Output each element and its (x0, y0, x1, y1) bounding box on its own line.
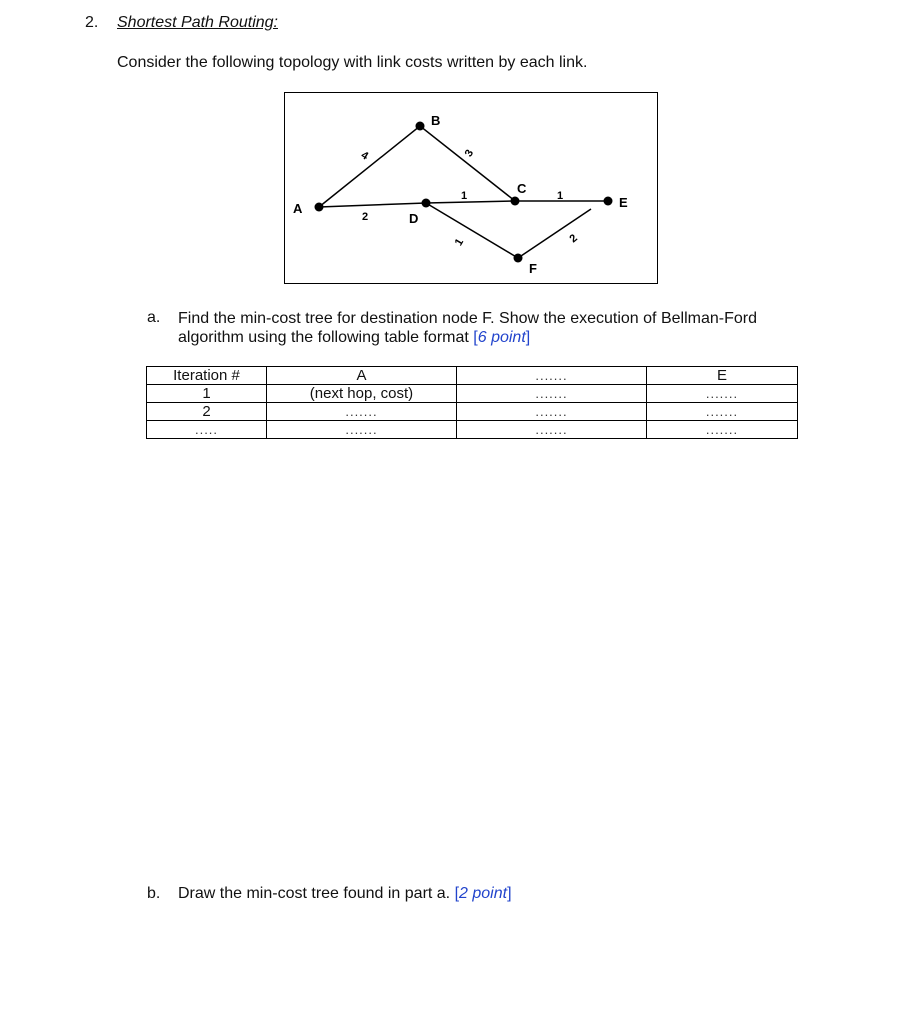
cost-label-d-f: 1 (452, 236, 467, 248)
topology-svg (285, 93, 659, 285)
table-cell: ....... (267, 421, 457, 439)
cost-label-a-d: 2 (362, 211, 369, 223)
table-row (147, 385, 798, 403)
table-cell: ....... (647, 421, 798, 439)
cost-label-b-c: 3 (462, 147, 477, 159)
table-row (147, 421, 798, 439)
question-title: Shortest Path Routing: (117, 14, 278, 31)
table-header-e: E (647, 367, 798, 385)
node-label-b: B (431, 113, 441, 128)
part-a-letter: a. (147, 309, 161, 326)
node-e (604, 197, 613, 206)
table-row (147, 367, 798, 385)
node-f (514, 254, 523, 263)
table-header-a: A (267, 367, 457, 385)
node-a (315, 203, 324, 212)
node-label-e: E (619, 195, 628, 210)
part-a-points: [6 point] (473, 329, 531, 346)
part-b-text: Draw the min-cost tree found in part a. (178, 885, 455, 902)
table-cell: ....... (457, 385, 647, 403)
node-c (511, 197, 520, 206)
link-d-f (426, 203, 518, 258)
table-cell: ....... (267, 403, 457, 421)
table-cell: ....... (457, 421, 647, 439)
cost-label-f-c: 2 (567, 232, 580, 246)
cost-label-a-b: 4 (358, 149, 371, 163)
question-intro: Consider the following topology with link costs written by each link. (117, 54, 588, 71)
table-cell: ....... (647, 403, 798, 421)
link-a-b (319, 126, 420, 207)
link-f-c (518, 209, 591, 258)
part-b-points: [2 point] (454, 885, 512, 902)
node-label-a: A (293, 201, 303, 216)
question-number: 2. (85, 14, 99, 31)
link-d-c (426, 201, 515, 203)
cost-label-d-c: 1 (461, 190, 468, 202)
part-a-prompt (178, 309, 818, 347)
part-b-letter: b. (147, 885, 161, 902)
part-b-prompt (178, 885, 512, 903)
node-label-c: C (517, 181, 527, 196)
link-a-d (319, 203, 426, 207)
topology-diagram (284, 92, 658, 284)
cost-label-c-e: 1 (557, 190, 564, 202)
node-label-f: F (529, 261, 537, 276)
link-b-c (420, 126, 515, 201)
table-cell: ....... (457, 403, 647, 421)
node-d (422, 199, 431, 208)
table-cell: ....... (647, 385, 798, 403)
table-cell: (next hop, cost) (267, 385, 457, 403)
bellman-ford-table (146, 366, 798, 439)
part-a-text: Find the min-cost tree for destination node F. Show the execution of Bellman-Ford algorithm using the following table format (178, 310, 757, 346)
node-b (416, 122, 425, 131)
node-label-d: D (409, 211, 419, 226)
table-cell: ..... (147, 421, 267, 439)
table-row (147, 403, 798, 421)
table-cell: 1 (147, 385, 267, 403)
table-header-ellipsis: ....... (457, 367, 647, 385)
table-cell: 2 (147, 403, 267, 421)
table-header-iteration: Iteration # (147, 367, 267, 385)
